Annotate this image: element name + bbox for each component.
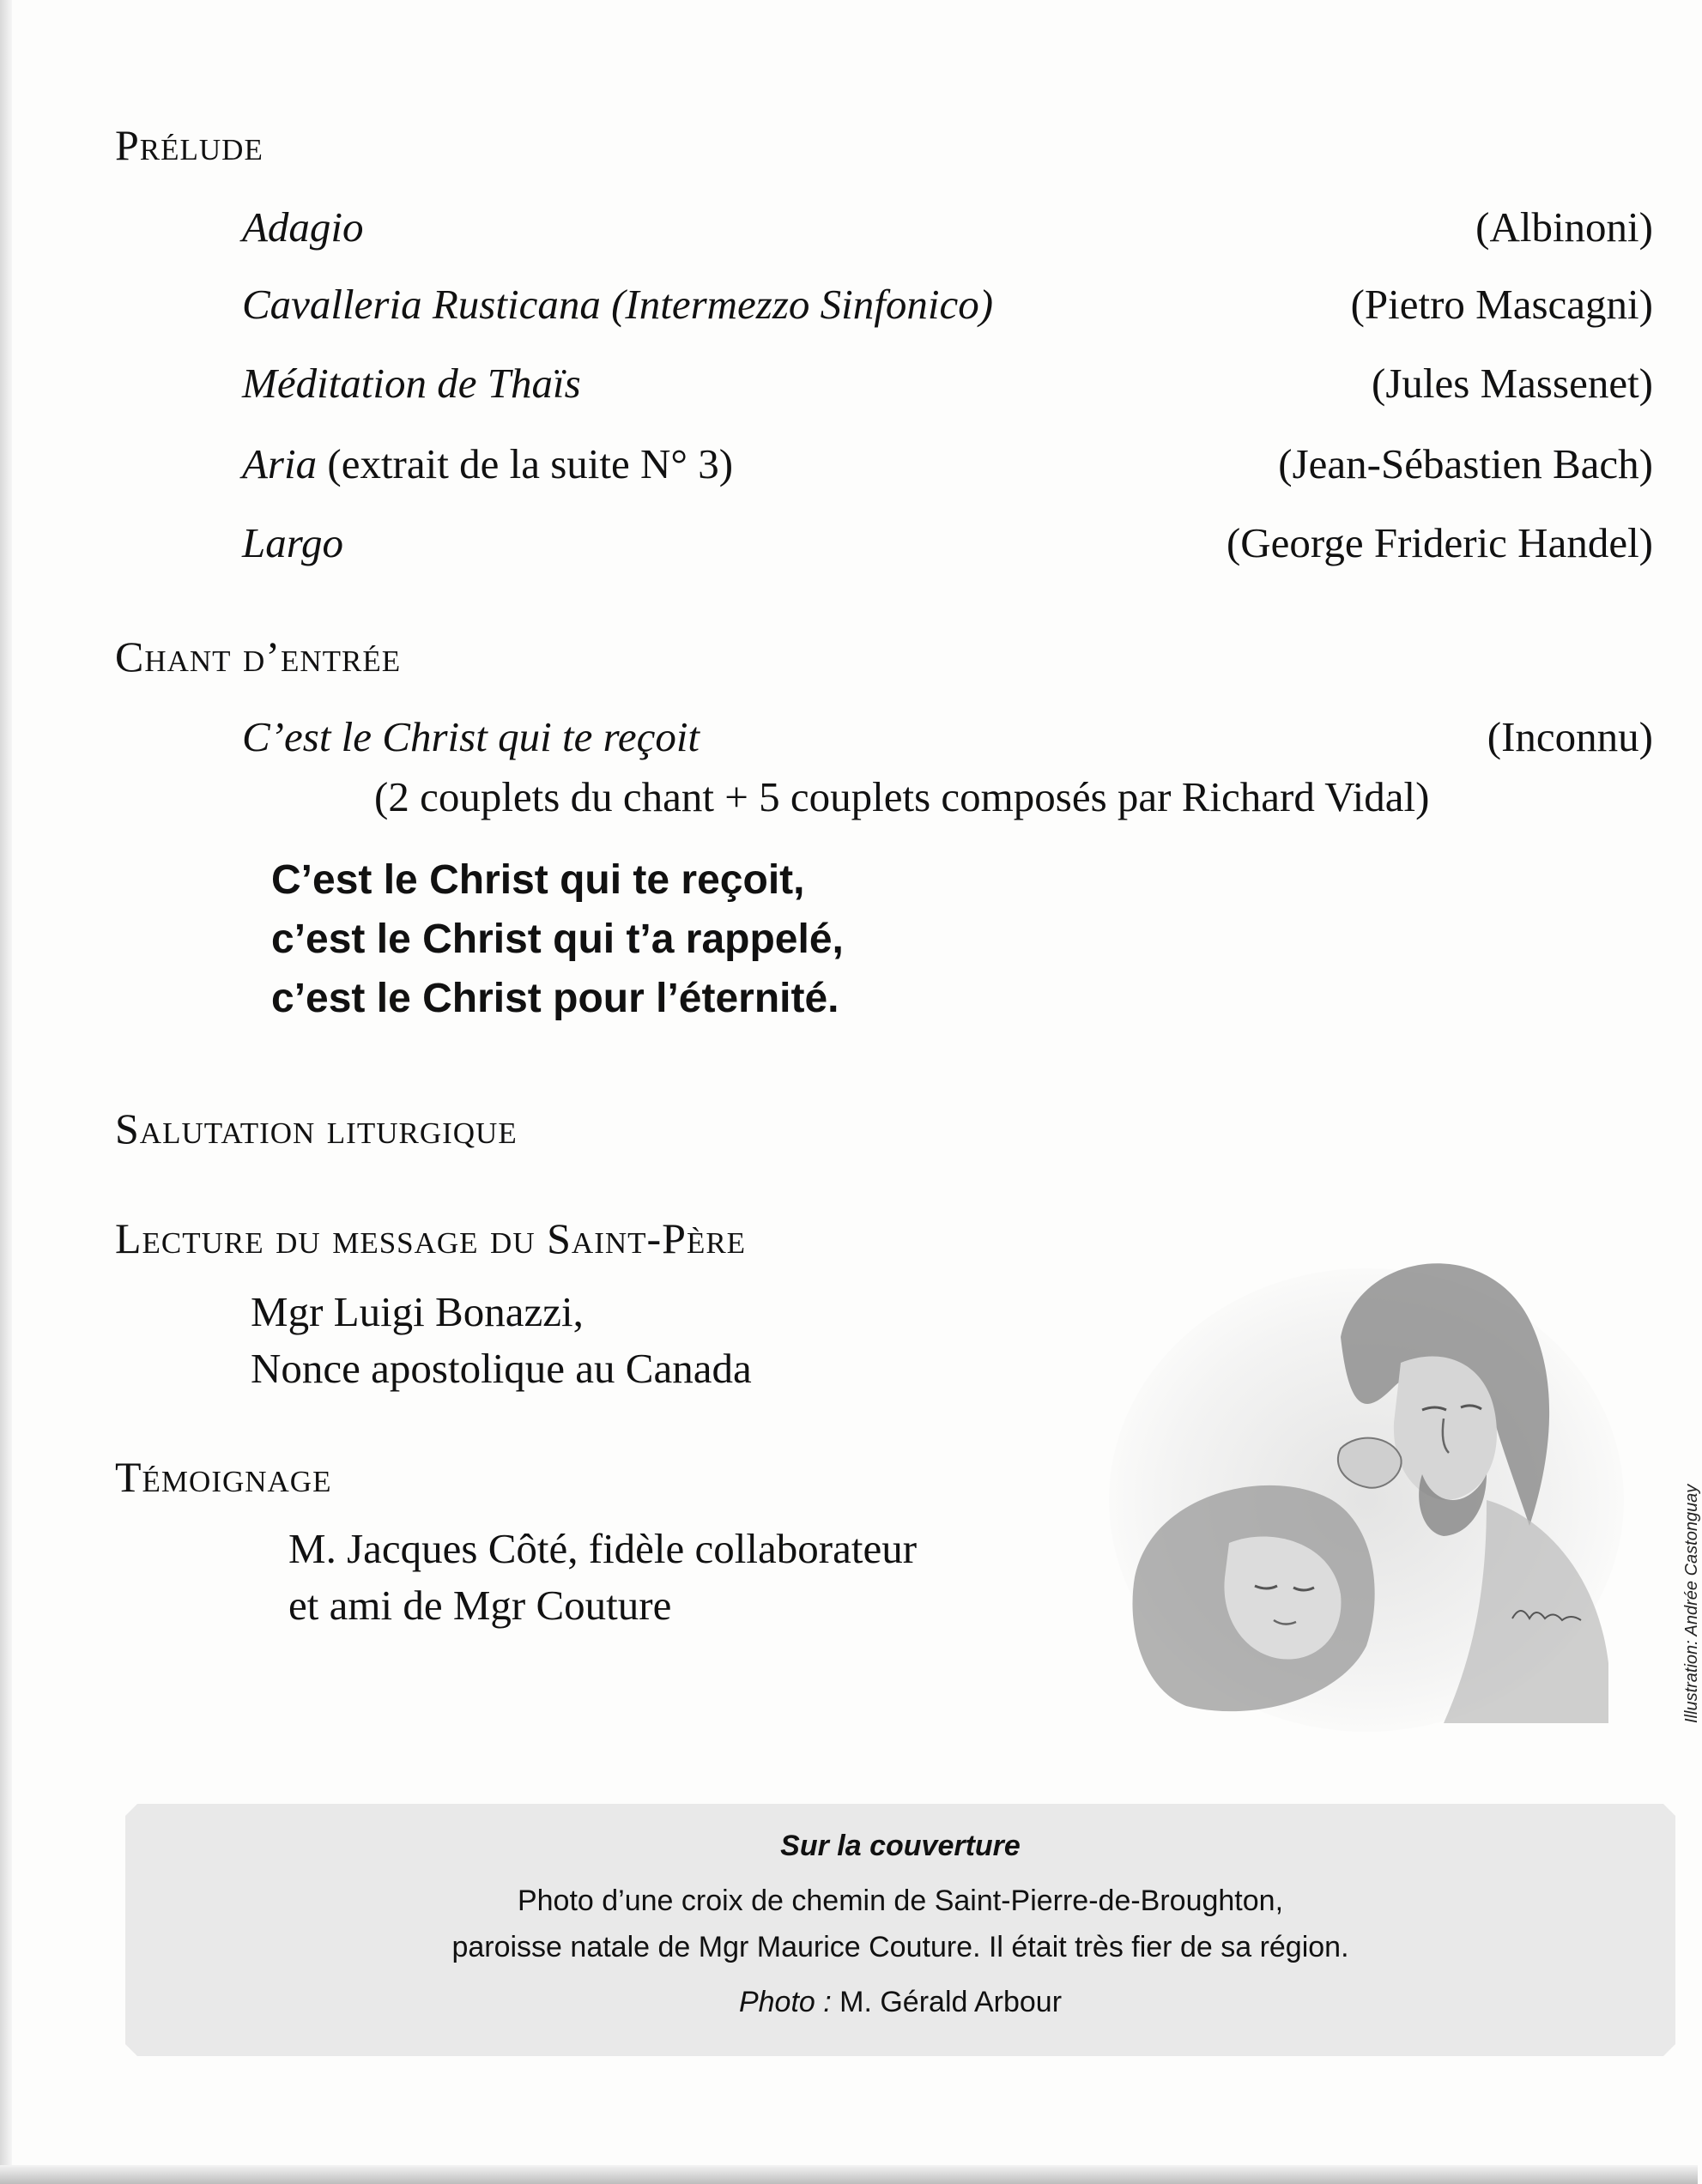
greeting-heading: Salutation liturgique: [115, 1104, 518, 1152]
piece-title: Adagio: [242, 203, 364, 251]
page-edge-bottom: [0, 2165, 1698, 2184]
prelude-piece: [242, 280, 1653, 329]
refrain-line: c’est le Christ qui t’a rappelé,: [271, 917, 844, 962]
piece-composer: (Pietro Mascagni): [1350, 281, 1653, 328]
entrance-song-composer: (Inconnu): [1487, 713, 1653, 760]
piece-composer: (George Frideric Handel): [1226, 519, 1653, 566]
cover-note-line: paroisse natale de Mgr Maurice Couture. Il était très fier de sa région.: [451, 1931, 1349, 1963]
testimony-line: et ami de Mgr Couture: [288, 1582, 672, 1629]
cover-photo-credit: [125, 1986, 1675, 2019]
cover-note-line: Photo d’une croix de chemin de Saint-Pierre-de-Broughton,: [517, 1885, 1284, 1917]
testimony-line: M. Jacques Côté, fidèle collaborateur: [288, 1525, 918, 1572]
photo-label: Photo :: [738, 1986, 832, 2018]
testimony-heading: Témoignage: [115, 1453, 332, 1501]
entrance-song-note: (2 couplets du chant + 5 couplets composés par Richard Vidal): [374, 773, 1430, 820]
prelude-piece: Aria (extrait de la suite N° 3) (Jean-Sébastien Bach): [242, 440, 1653, 487]
cover-note-title: Sur la couverture: [780, 1830, 1021, 1862]
prelude-piece: [242, 518, 1653, 567]
piece-composer: (Albinoni): [1475, 203, 1653, 251]
photo-credit-name: M. Gérald Arbour: [831, 1986, 1063, 2018]
piece-title: Aria: [242, 440, 318, 487]
entrance-song-row: [242, 712, 1653, 761]
prelude-piece: [242, 359, 1653, 408]
entrance-song-heading: Chant d’entrée: [115, 632, 402, 681]
pencil-sketch-illustration: [1083, 1217, 1608, 1723]
entrance-song-title: C’est le Christ qui te reçoit: [242, 713, 700, 760]
prelude-piece: [242, 203, 1653, 251]
refrain-line: C’est le Christ qui te reçoit,: [271, 857, 805, 903]
prelude-heading: Prélude: [115, 121, 263, 169]
message-line: Mgr Luigi Bonazzi,: [251, 1288, 584, 1335]
piece-title: Méditation de Thaïs: [242, 360, 581, 407]
refrain-line: c’est le Christ pour l’éternité.: [271, 976, 839, 1021]
piece-composer: (Jean-Sébastien Bach): [1278, 440, 1653, 487]
piece-title: Largo: [242, 519, 344, 566]
piece-title: Cavalleria Rusticana (Intermezzo Sinfonico): [242, 281, 994, 328]
page-edge-left: [0, 0, 12, 2184]
piece-composer: (Jules Massenet): [1372, 360, 1653, 407]
illustration-credit: Illustration: Andrée Castonguay: [1682, 1484, 1701, 1723]
message-line: Nonce apostolique au Canada: [251, 1345, 752, 1392]
message-heading: Lecture du message du Saint-Père: [115, 1214, 747, 1262]
